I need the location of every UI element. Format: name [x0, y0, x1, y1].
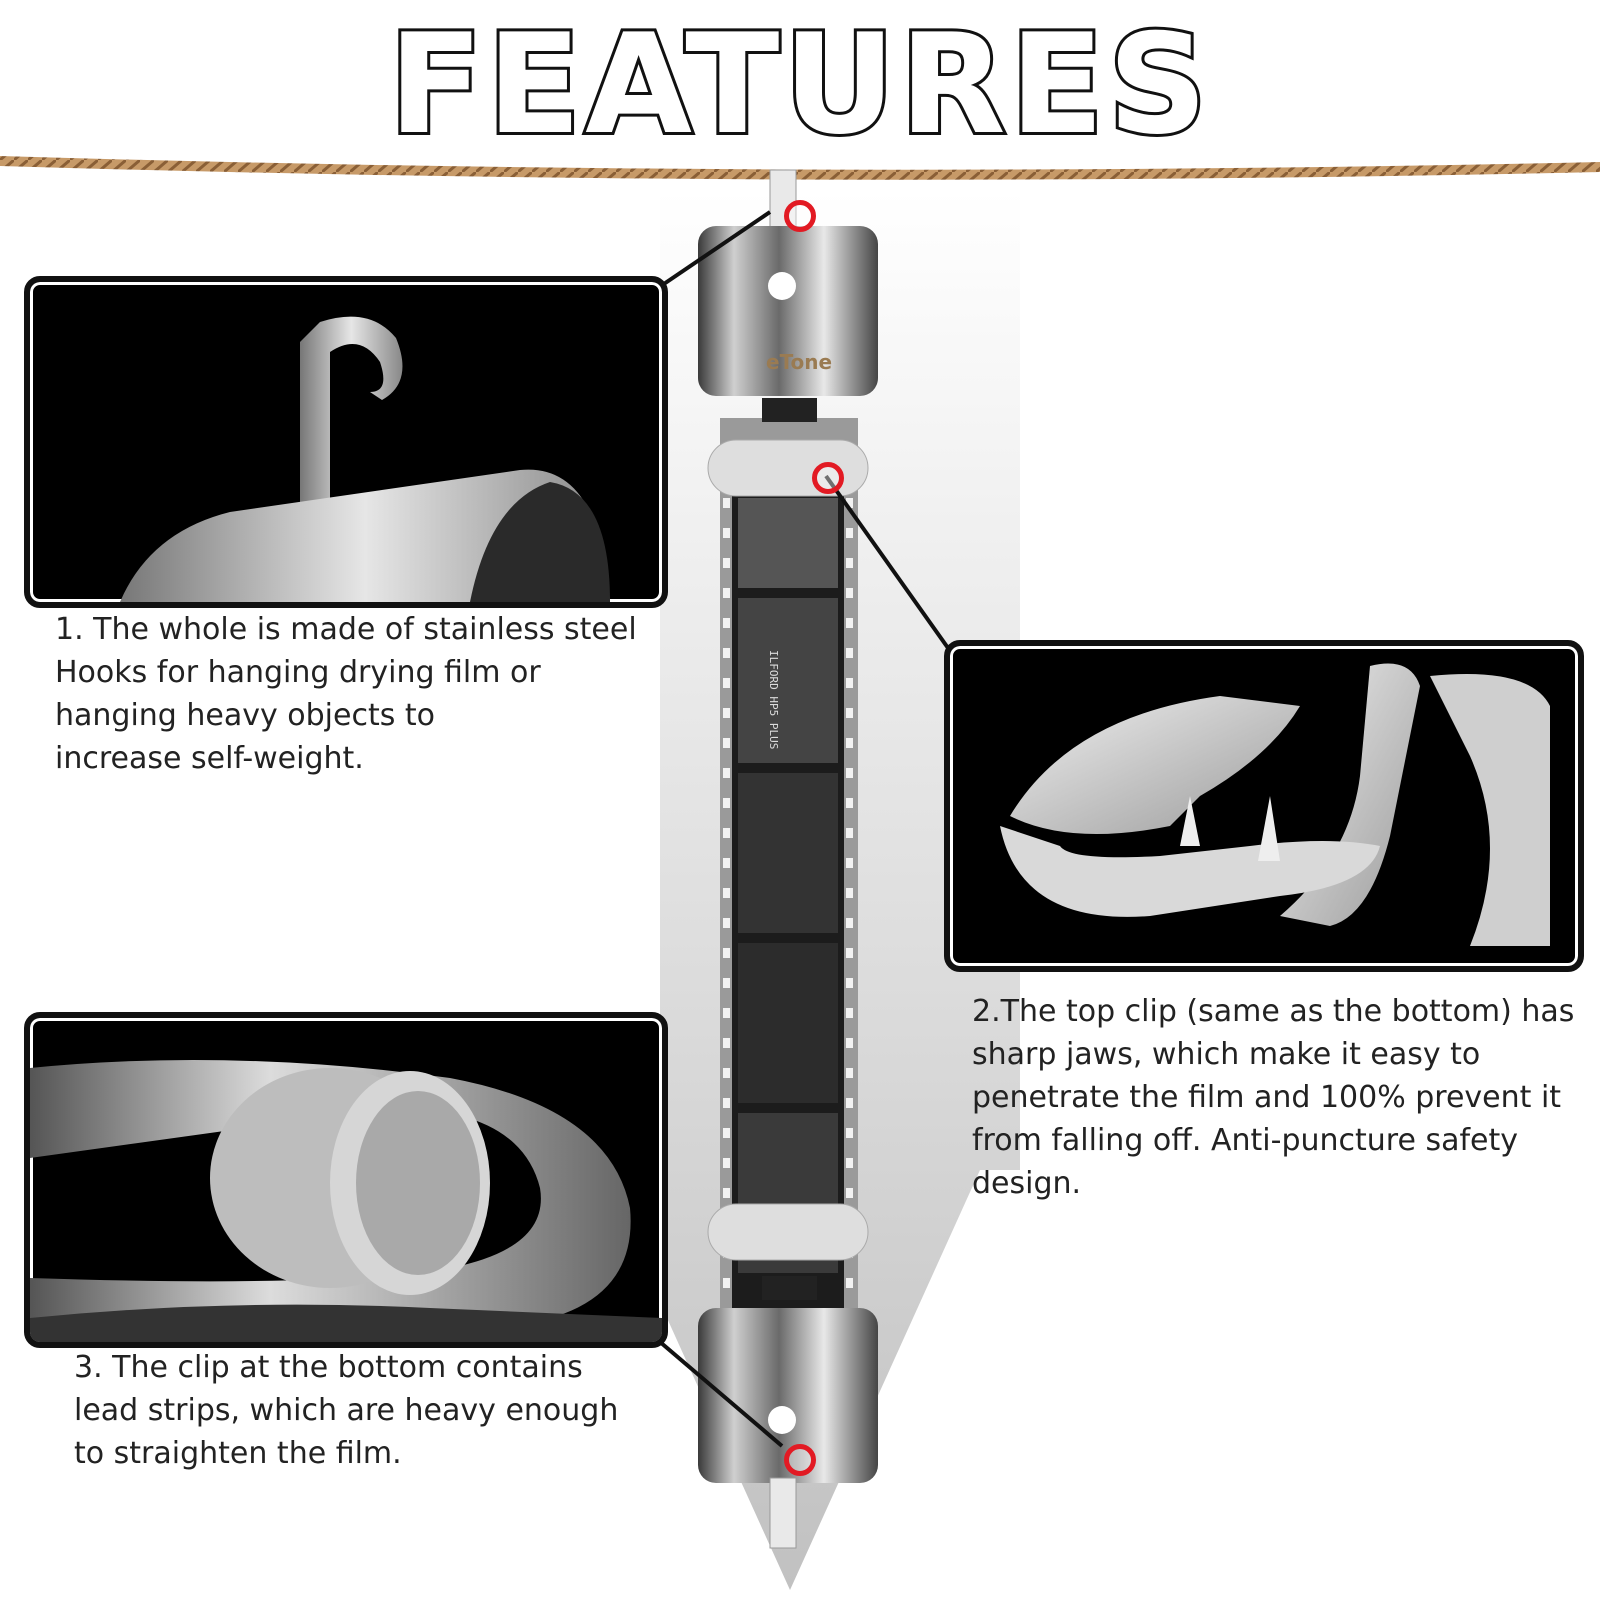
detail-image-bottom-clip — [24, 1012, 668, 1348]
marker-top-hook — [784, 200, 816, 232]
feature-1-line: increase self-weight. — [55, 741, 364, 776]
feature-3-line: 3. The clip at the bottom contains — [74, 1350, 583, 1385]
marker-top-jaw — [812, 462, 844, 494]
feature-3-line: to straighten the film. — [74, 1436, 402, 1471]
feature-2-line: from falling off. Anti-puncture safety — [972, 1123, 1519, 1158]
feature-3-caption — [74, 1346, 618, 1475]
feature-1-line: 1. The whole is made of stainless steel — [55, 612, 637, 647]
detail-image-jaws — [944, 640, 1584, 972]
feature-1-line: hanging heavy objects to — [55, 698, 436, 733]
feature-1-line: Hooks for hanging drying film or — [55, 655, 541, 690]
marker-bottom-clip — [784, 1444, 816, 1476]
feature-2-line: design. — [972, 1166, 1082, 1201]
brand-logo-top: eTone — [766, 350, 833, 374]
feature-2-line: 2.The top clip (same as the bottom) has — [972, 994, 1575, 1029]
feature-2-line: sharp jaws, which make it easy to — [972, 1037, 1481, 1072]
detail-image-hook — [24, 276, 668, 608]
film-edge-label: ILFORD HP5 PLUS — [767, 650, 780, 750]
feature-1-caption — [55, 608, 637, 780]
feature-2-line: penetrate the film and 100% prevent it — [972, 1080, 1562, 1115]
feature-3-line: lead strips, which are heavy enough — [74, 1393, 619, 1428]
page-title: FEATURES — [388, 4, 1212, 165]
feature-2-caption — [972, 990, 1574, 1205]
